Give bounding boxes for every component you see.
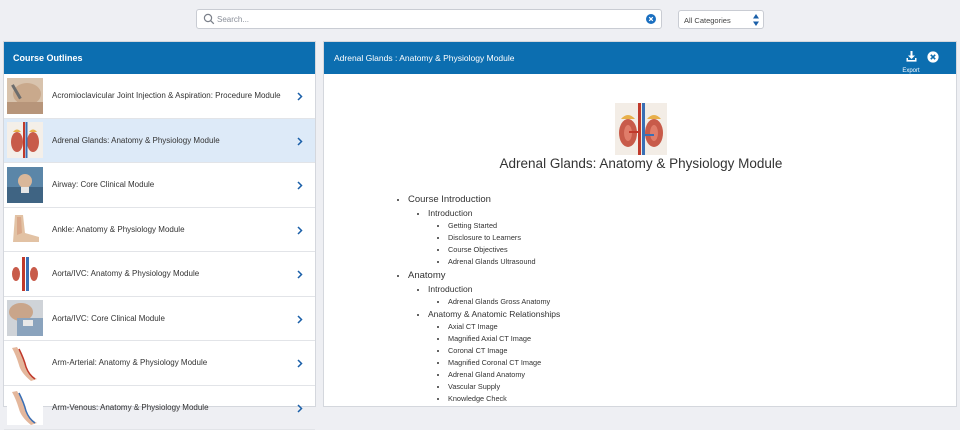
chevron-right-icon: [297, 315, 303, 324]
category-select[interactable]: [678, 10, 764, 29]
outline-item: • Magnified Coronal CT Image: [448, 357, 560, 369]
outline-item: • Vascular Supply: [448, 381, 560, 393]
chevron-right-icon: [297, 270, 303, 279]
course-item-label: Aorta/IVC: Anatomy & Physiology Module: [52, 269, 199, 278]
category-select-value: All Categories: [684, 16, 731, 25]
outline-item: • Adrenal Glands Ultrasound: [448, 256, 560, 268]
course-thumbnail: [7, 78, 43, 114]
outline-item: • Adrenal Gland Anatomy: [448, 369, 560, 381]
course-item-label: Adrenal Glands: Anatomy & Physiology Module: [52, 136, 220, 145]
outline-section: [408, 192, 560, 268]
course-item-label: Arm-Venous: Anatomy & Physiology Module: [52, 403, 209, 412]
course-outlines-header: Course Outlines: [4, 42, 315, 74]
outline-section-title: Course Introduction: [408, 192, 491, 207]
outline-subsection-title: Introduction: [428, 283, 472, 296]
course-thumbnail: [7, 211, 43, 247]
course-outlines-panel: [3, 41, 316, 407]
course-item-label: Airway: Core Clinical Module: [52, 180, 154, 189]
course-outline: [400, 192, 560, 405]
search-icon: [203, 13, 215, 25]
course-item-label: Acromioclavicular Joint Injection & Aspiration: Procedure Module: [52, 91, 281, 100]
outline-subsection: [428, 283, 560, 308]
course-item-arm-venous[interactable]: [4, 386, 315, 430]
course-item-aorta-ivc-clinical[interactable]: [4, 297, 315, 342]
chevron-right-icon: [297, 137, 303, 146]
course-thumbnail: [7, 345, 43, 381]
outline-subsection-title: Anatomy & Anatomic Relationships: [428, 308, 560, 321]
download-icon: [906, 51, 917, 62]
outline-subsection: [428, 207, 560, 268]
course-item-acromioclavicular[interactable]: [4, 74, 315, 119]
outline-item: • Coronal CT Image: [448, 345, 560, 357]
export-label: Export: [900, 68, 922, 74]
outline-item: • Course Objectives: [448, 244, 560, 256]
module-title: Adrenal Glands: Anatomy & Physiology Module: [324, 156, 958, 171]
course-item-arm-arterial[interactable]: [4, 341, 315, 386]
outline-subsection-title: Introduction: [428, 207, 472, 220]
chevron-right-icon: [297, 226, 303, 235]
chevron-right-icon: [297, 92, 303, 101]
chevron-right-icon: [297, 404, 303, 413]
clear-search-icon[interactable]: [646, 14, 656, 24]
course-item-label: Ankle: Anatomy & Physiology Module: [52, 225, 185, 234]
chevron-right-icon: [297, 359, 303, 368]
search-box[interactable]: [196, 9, 662, 29]
search-input[interactable]: [217, 11, 637, 27]
course-item-aorta-ivc-anatomy[interactable]: [4, 252, 315, 297]
course-thumbnail: [7, 300, 43, 336]
course-item-adrenal-glands[interactable]: [4, 119, 315, 164]
outline-item: • Getting Started: [448, 220, 560, 232]
course-item-airway[interactable]: [4, 163, 315, 208]
chevron-right-icon: [297, 181, 303, 190]
module-illustration: [615, 103, 667, 155]
course-thumbnail: [7, 167, 43, 203]
outline-item: • Disclosure to Learners: [448, 232, 560, 244]
outline-subsection: [428, 308, 560, 405]
outline-item: • Axial CT Image: [448, 321, 560, 333]
export-button[interactable]: [900, 49, 922, 74]
select-arrows-icon: [753, 14, 759, 26]
module-outline-panel: [323, 41, 957, 407]
course-thumbnail: [7, 122, 43, 158]
course-item-label: Arm-Arterial: Anatomy & Physiology Module: [52, 358, 207, 367]
course-item-label: Aorta/IVC: Core Clinical Module: [52, 314, 165, 323]
module-outline-header: [324, 42, 956, 74]
outline-item: • Adrenal Glands Gross Anatomy: [448, 296, 560, 308]
course-thumbnail: [7, 389, 43, 425]
outline-item: • Magnified Axial CT Image: [448, 333, 560, 345]
outline-section: [408, 268, 560, 405]
outline-item: • Knowledge Check: [448, 393, 560, 405]
course-thumbnail: [7, 256, 43, 292]
close-icon[interactable]: [927, 51, 939, 63]
module-header-title: Adrenal Glands : Anatomy & Physiology Module: [334, 53, 515, 63]
course-item-ankle[interactable]: [4, 208, 315, 253]
outline-section-title: Anatomy: [408, 268, 446, 283]
